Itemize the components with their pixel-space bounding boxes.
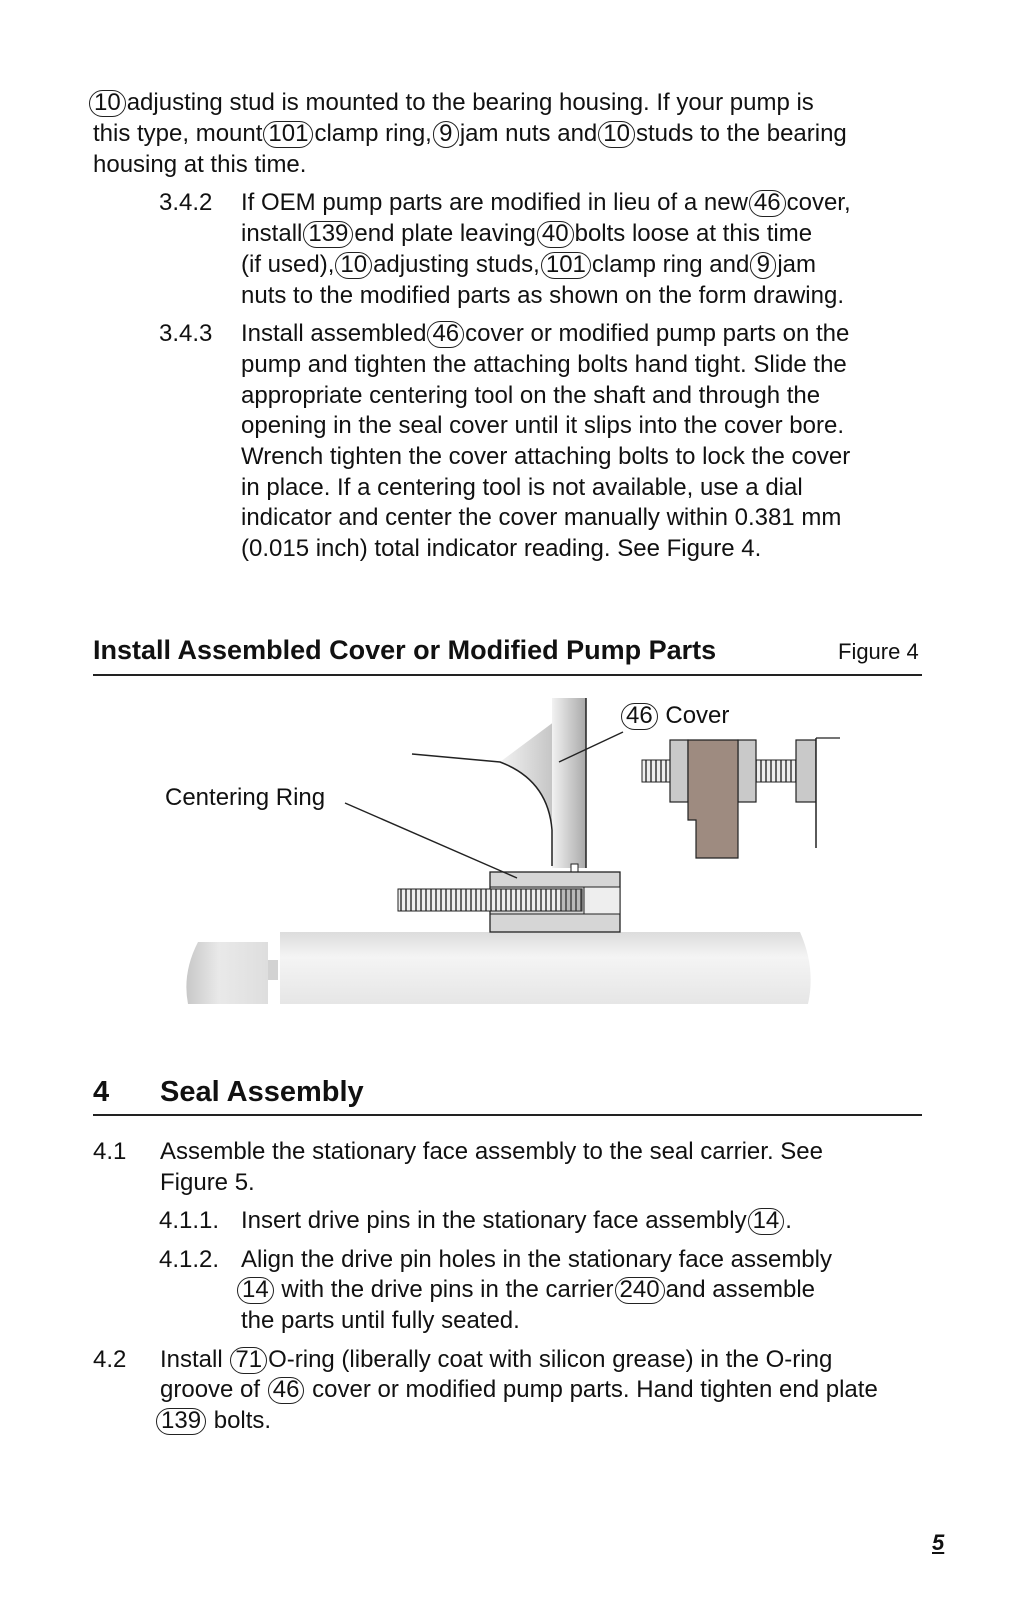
step-4-1-line-2: Figure 5. — [160, 1169, 255, 1196]
callout-ref: 46 — [268, 1377, 305, 1404]
centering-ring-label: Centering Ring — [165, 784, 326, 811]
figure-title: Install Assembled Cover or Modified Pump Parts — [93, 635, 717, 665]
step-3-4-3-line-1: Install assembled 46 cover or modified pump parts on the — [241, 320, 850, 347]
threaded-rod — [398, 889, 582, 911]
intro-line-3: housing at this time. — [93, 151, 307, 178]
step-4-1-2-line-3: the parts until fully seated. — [241, 1307, 520, 1334]
cover-label: 46 Cover — [620, 701, 729, 731]
centering-ring-leader — [345, 803, 517, 878]
step-4-1-1-line: Insert drive pins in the stationary face assembly 14 . — [241, 1207, 792, 1234]
step-3-4-2-line-3: (if used), 10 adjusting studs, 101 clamp ring and 9 jam — [241, 251, 816, 278]
figure-number: Figure 4 — [838, 639, 919, 664]
callout-ref: 46 — [749, 190, 786, 217]
clamp-assembly — [642, 738, 840, 858]
callout-ref: 14 — [748, 1208, 785, 1235]
callout-ref: 40 — [537, 221, 574, 248]
step-3-4-2-line-1: If OEM pump parts are modified in lieu of a new 46 cover, — [241, 189, 851, 216]
callout-ref: 9 — [433, 121, 459, 148]
callout-ref: 101 — [263, 121, 313, 148]
shaft — [186, 932, 810, 1004]
callout-ref: 71 — [230, 1347, 267, 1374]
intro-line-2: this type, mount 101 clamp ring, 9 jam nuts and 10 studs to the bearing — [93, 120, 847, 147]
step-number-4-1-1: 4.1.1. — [159, 1207, 220, 1234]
callout-ref: 46 — [427, 321, 464, 348]
callout-ref: 10 — [335, 252, 372, 279]
step-number-4-1-2: 4.1.2. — [159, 1246, 220, 1273]
step-3-4-3-line: appropriate centering tool on the shaft and through the — [241, 382, 821, 409]
section-number: 4 — [93, 1076, 110, 1108]
step-4-2-line-3: 139 bolts. — [155, 1406, 271, 1436]
step-4-1-2-line-1: Align the drive pin holes in the stationary face assembly — [241, 1246, 832, 1273]
callout-ref: 14 — [237, 1277, 274, 1304]
callout-ref: 10 — [598, 121, 635, 148]
callout-ref: 139 — [156, 1408, 206, 1435]
callout-ref: 240 — [615, 1277, 665, 1304]
callout-ref: 9 — [750, 252, 776, 279]
step-number-4-1: 4.1 — [93, 1138, 127, 1165]
step-number-4-2: 4.2 — [93, 1346, 127, 1373]
step-3-4-2-line-2: install 139 end plate leaving 40 bolts loose at this time — [241, 220, 813, 247]
section-rule — [93, 1114, 922, 1116]
callout-ref: 101 — [541, 252, 591, 279]
step-number-3-4-2: 3.4.2 — [159, 189, 213, 216]
step-number-3-4-3: 3.4.3 — [159, 320, 213, 347]
step-3-4-3-line: Wrench tighten the cover attaching bolts to lock the cover — [241, 443, 851, 470]
step-4-2-line-2: groove of 46 cover or modified pump parts. Hand tighten end plate — [160, 1376, 878, 1403]
callout-ref: 46 — [621, 703, 658, 730]
seal-cover — [412, 698, 586, 873]
section-title: Seal Assembly — [160, 1076, 364, 1108]
step-3-4-2-line-4: nuts to the modified parts as shown on the form drawing. — [241, 282, 844, 309]
page-number: 5 — [932, 1530, 945, 1555]
step-4-2-line-1: Install 71 O-ring (liberally coat with silicon grease) in the O-ring — [160, 1346, 833, 1373]
step-3-4-3-line: opening in the seal cover until it slips into the cover bore. — [241, 412, 845, 439]
step-3-4-3-line: indicator and center the cover manually within 0.381 mm — [241, 504, 842, 531]
callout-ref: 139 — [303, 221, 353, 248]
callout-ref: 10 — [89, 90, 126, 117]
step-4-1-2-line-2: 14 with the drive pins in the carrier 240 and assemble — [236, 1275, 815, 1305]
intro-line-1: 10 adjusting stud is mounted to the bearing housing. If your pump is — [88, 88, 814, 118]
step-4-1-line-1: Assemble the stationary face assembly to the seal carrier. See — [160, 1138, 823, 1165]
step-3-4-3-line: (0.015 inch) total indicator reading. See Figure 4. — [241, 535, 762, 562]
step-3-4-3-line: in place. If a centering tool is not available, use a dial — [241, 474, 803, 501]
step-3-4-3-line: pump and tighten the attaching bolts hand tight. Slide the — [241, 351, 847, 378]
